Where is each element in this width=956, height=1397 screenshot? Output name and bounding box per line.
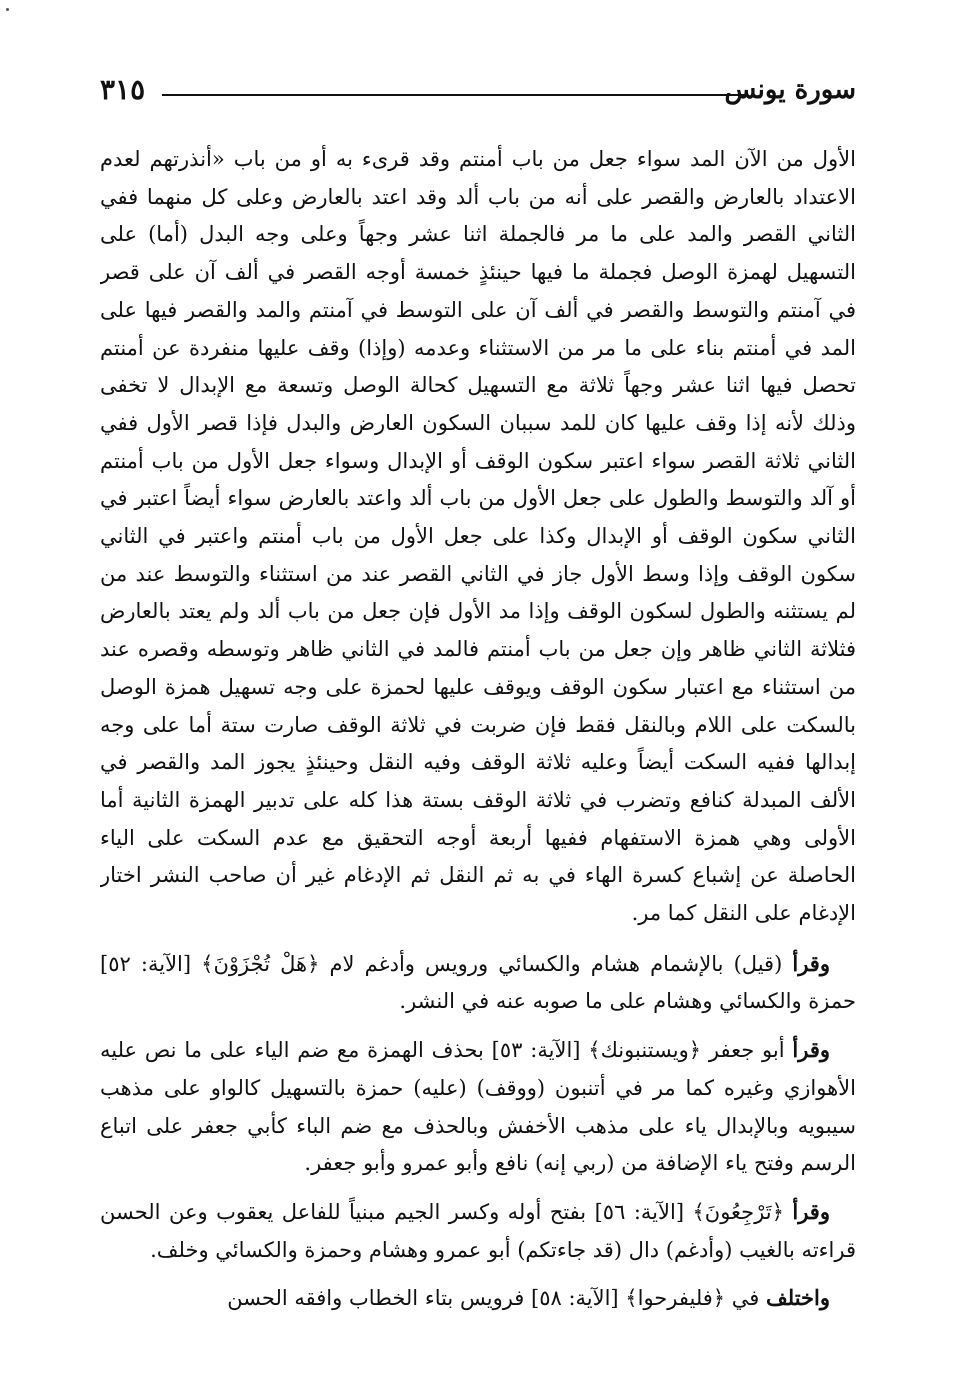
surah-title: سورة يونس [724,75,856,105]
paragraph-4 [100,1193,856,1269]
paragraph-2 [100,945,856,1021]
paragraph-1-text: الأول من الآن المد سواء جعل من باب أمنتم وقد قرىء به أو من باب «أنذرتهم لعدم الاعتداد بالعارض والقصر على أنه من باب ألد وقد اعتد بالعارض وعلى كل منهما ففي الثاني القصر والمد على ما مر فالجملة اثنا عشر وجهاً وعلى وجه البدل (أما) على التسهيل لهمزة الوصل فجملة ما فيها حينئذٍ خمسة أوجه القصر في ألف آن على قصر في آمنتم والتوسط والقصر في ألف آن على التوسط في آمنتم والمد والقصر فيها على المد في أمنتم بناء على ما مر من الاستثناء وعدمه (وإذا) وقف عليها منفردة عن أمنتم تحصل فيها اثنا عشر وجهاً ثلاثة مع التسهيل كحالة الوصل وتسعة مع الإبدال لا تخفى وذلك لأنه إذا وقف عليها كان للمد سببان السكون العارض والبدل فإذا قصر الأول ففي الثاني ثلاثة القصر سواء اعتبر سكون الوقف أو الإبدال وسواء جعل الأول من باب أمنتم أو آلد والتوسط والطول على جعل الأول من باب ألد واعتد بالعارض سواء أيضاً اعتبر في الثاني سكون الوقف أو الإبدال وكذا على جعل الأول من باب أمنتم واعتبر في الثاني سكون الوقف وإذا وسط الأول جاز في الثاني القصر عند من استثناء والتوسط عند من لم يستثنه والطول لسكون الوقف وإذا مد الأول فإن جعل من باب ألد ولم يعتد بالعارض فثلاثة الثاني ظاهر وإن جعل من باب أمنتم فالمد في الثاني ظاهر وتوسطه وقصره عند من استثناء مع اعتبار سكون الوقف ويوقف عليها لحمزة على وجه تسهيل همزة الوصل بالسكت على اللام وبالنقل فقط فإن ضربت في ثلاثة الوقف صارت ستة أما على وجه إبدالها ففيه السكت أيضاً وعليه ثلاثة الوقف وفيه النقل وحينئذٍ يجوز المد والقصر في الألف المبدلة كنافع وتضرب في ثلاثة الوقف بستة هذا كله على تدبير الهمزة الثانية أما الأولى وهي همزة الاستفهام ففيها أربعة أوجه التحقيق مع عدم السكت على الياء الحاصلة عن إشباع كسرة الهاء في به ثم النقل ثم الإدغام غير أن صاحب النشر اختار الإدغام على النقل كما مر. [100,147,856,926]
paragraph-2-lead: وقرأ [792,950,830,976]
paragraph-5-lead: واختلف [766,1285,830,1311]
page-number: ٣١٥ [100,73,146,106]
paragraph-5 [100,1279,856,1318]
page-header [100,70,856,110]
page-body [100,140,856,1375]
paragraph-3-lead: وقرأ [792,1037,831,1063]
scan-speck [6,8,9,11]
paragraph-2-text: (قيل) بالإشمام هشام والكسائي ورويس وأدغم لام ﴿هَلْ تُجْزَوْنَ﴾ [الآية: ٥٢] حمزة والكسائي وهشام على ما صوبه عنه في النشر. [100,951,856,1014]
paragraph-4-text: ﴿تَرْجِعُونَ﴾ [الآية: ٥٦] بفتح أوله وكسر الجيم مبنياً للفاعل يعقوب وعن الحسن قراءته بالغيب (وأدغم) دال (قد جاءتكم) أبو عمرو وهشام وحمزة والكسائي وخلف. [100,1199,856,1262]
paragraph-3 [100,1031,856,1183]
paragraph-4-lead: وقرأ [792,1198,830,1224]
paragraph-3-text: أبو جعفر ﴿ويستنبونك﴾ [الآية: ٥٣] بحذف الهمزة مع ضم الياء على ما نص عليه الأهوازي وغيره كما مر في أتنبون (ووقف) (عليه) حمزة بالتسهيل كالواو على مذهب سيبويه وبالإبدال ياء على مذهب الأخفش وبالحذف مع ضم الباء كأبي جعفر على اتباع الرسم وفتح ياء الإضافة من (ربي إنه) نافع وأبو عمرو وأبو جعفر. [100,1038,856,1176]
header-rule [162,94,744,96]
paragraph-5-text: في ﴿فليفرحوا﴾ [الآية: ٥٨] فرويس بتاء الخطاب وافقه الحسن [227,1286,760,1311]
paragraph-1 [100,140,856,933]
